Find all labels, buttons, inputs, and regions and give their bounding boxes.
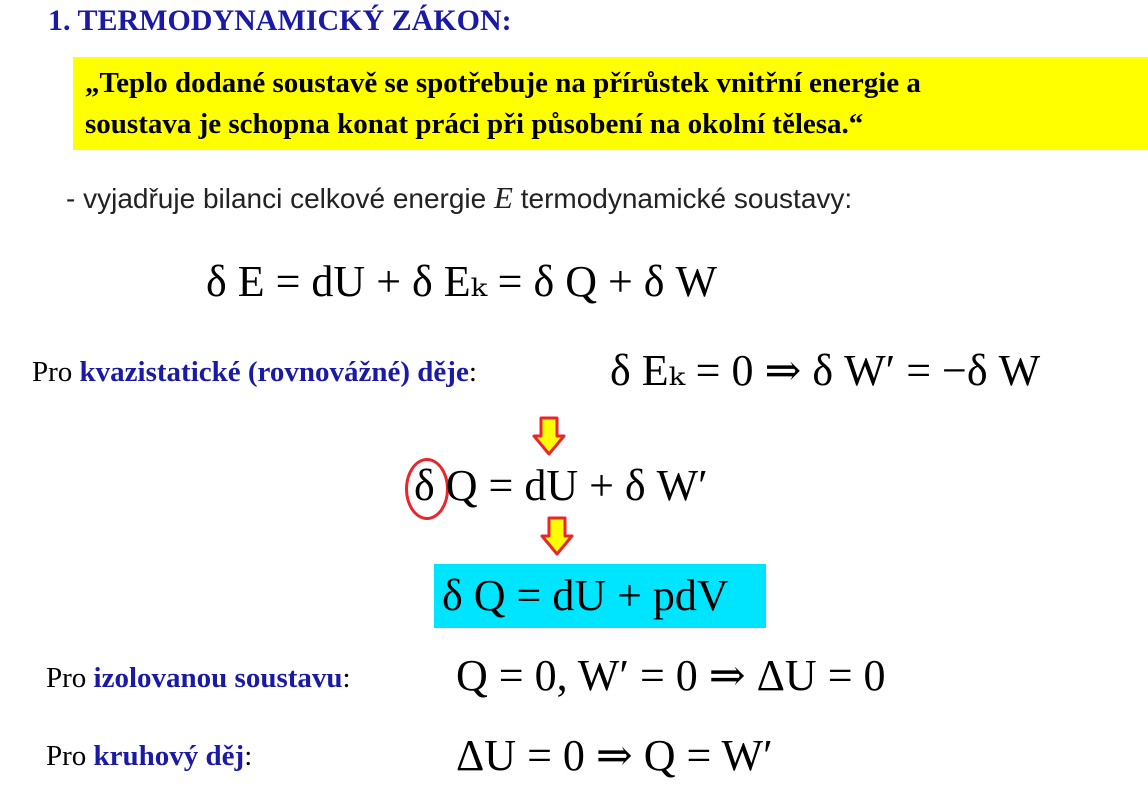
law-statement [85, 63, 921, 145]
quasistatic-equation: δ Eₖ = 0 ⇒ δ W′ = −δ W [610, 346, 1041, 395]
down-arrow-icon [532, 416, 566, 456]
quasistatic-pro: Pro [32, 356, 80, 388]
isolated-colon: : [342, 662, 351, 694]
isolated-pro: Pro [46, 662, 94, 694]
intro-after: termodynamické soustavy: [512, 183, 853, 214]
isolated-label [46, 662, 351, 695]
cyclic-label [46, 740, 252, 773]
cyclic-pro: Pro [46, 740, 94, 772]
energy-balance-equation [206, 256, 717, 307]
cyclic-colon: : [244, 740, 253, 772]
intro-text [66, 180, 852, 216]
cyclic-equation: ΔU = 0 ⇒ Q = W′ [456, 731, 773, 780]
intro-before: - vyjadřuje bilanci celkové energie [66, 183, 494, 214]
cyclic-term: kruhový děj [93, 740, 245, 772]
first-law-equation: δ Q = dU + δ W′ [414, 461, 708, 510]
quasistatic-term: kvazistatické (rovnovážné) děje [79, 356, 469, 388]
intro-variable: E [494, 180, 513, 215]
energy-balance-text: δ E = dU + δ Eₖ = δ Q + δ W [206, 257, 718, 306]
down-arrow-icon [540, 516, 574, 556]
law-statement-line-2: soustava je schopna konat práci při působení na okolní tělesa.“ [85, 108, 864, 140]
quasistatic-label [32, 356, 477, 389]
law-statement-line-1: „Teplo dodané soustavě se spotřebuje na přírůstek vnitřní energie a [85, 67, 921, 99]
isolated-term: izolovanou soustavu [93, 662, 343, 694]
page-title: 1. TERMODYNAMICKÝ ZÁKON: [48, 4, 512, 37]
first-law-pdv-equation: δ Q = dU + pdV [442, 571, 729, 620]
isolated-equation: Q = 0, W′ = 0 ⇒ ΔU = 0 [456, 651, 886, 700]
quasistatic-colon: : [468, 356, 477, 388]
